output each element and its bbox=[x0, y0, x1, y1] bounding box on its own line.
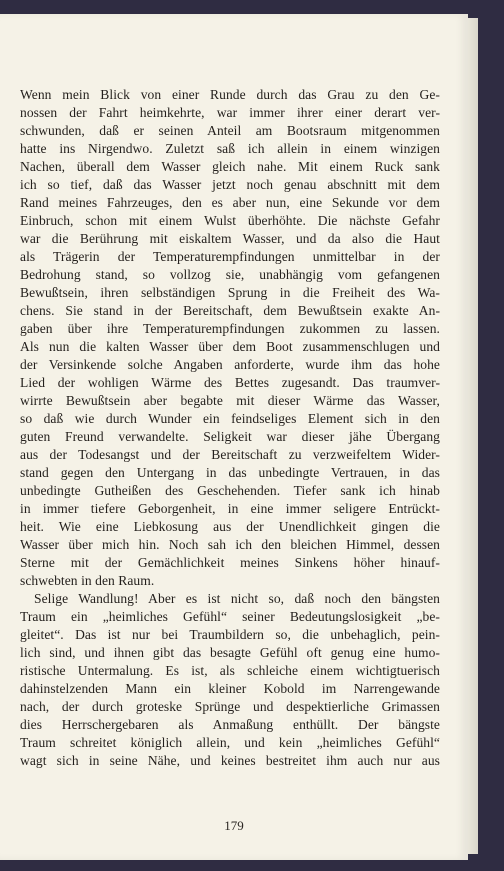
body-text bbox=[20, 86, 440, 770]
text-line: Selige Wandlung! Aber es ist nicht so, daß noch den bängsten bbox=[34, 591, 440, 606]
text-line: Nachen, überall dem Wasser gleich nahe. Mit einem Ruck sank bbox=[20, 159, 440, 174]
text-line: gaben über ihre Temperaturempfindungen zukommen zu lassen. bbox=[20, 321, 440, 336]
text-line: war die Berührung mit eiskaltem Wasser, und da also die Haut bbox=[20, 231, 440, 246]
text-line: schwebten in den Raum. bbox=[20, 573, 155, 588]
text-line: der Versinkende solche Angaben anforderte, wurde ihm das hohe bbox=[20, 357, 440, 372]
text-line: Rand meines Fahrzeuges, den es aber nun, eine Sekunde vor dem bbox=[20, 195, 440, 210]
text-line: dies Herrschergebaren als Anmaßung enthüllt. Der bängste bbox=[20, 717, 440, 732]
text-line: Bewußtsein, ihren selbständigen Sprung in die Freiheit des Wa- bbox=[20, 285, 440, 300]
text-line: Einbruch, schon mit einem Wulst überhöhte. Die nächste Gefahr bbox=[20, 213, 440, 228]
text-line: hatte ins Nirgendwo. Zuletzt saß ich allein in einem winzigen bbox=[20, 141, 440, 156]
page-edge bbox=[468, 18, 478, 854]
text-line: aus der Todesangst und der Bereitschaft zu verzweifeltem Wider- bbox=[20, 447, 440, 462]
text-line: Traum ein „heimliches Gefühl“ seiner Bedeutungslosigkeit „be- bbox=[20, 609, 440, 624]
text-line: Wenn mein Blick von einer Runde durch das Grau zu den Ge- bbox=[20, 87, 440, 102]
text-line: als Trägerin der Temperaturempfindungen unmittelbar in der bbox=[20, 249, 440, 264]
text-line: Bedrohung stand, so vollzog sie, unabhängig vom gefangenen bbox=[20, 267, 440, 282]
text-line: in immer tiefere Geborgenheit, in eine immer seligere Entrückt- bbox=[20, 501, 440, 516]
text-line: Lied der wohligen Wärme des Bettes zugesandt. Das traumver- bbox=[20, 375, 440, 390]
text-line: Sterne mit der Gemächlichkeit meines Sinkens höher hinauf- bbox=[20, 555, 440, 570]
text-line: dahinstelzenden Mann ein kleiner Kobold im Narrengewande bbox=[20, 681, 440, 696]
text-line: heit. Wie eine Liebkosung aus der Unendlichkeit gingen die bbox=[20, 519, 440, 534]
text-line: gleitet“. Das ist nur bei Traumbildern so, die unbehaglich, pein- bbox=[20, 627, 440, 642]
text-line: nossen der Fahrt heimkehrte, war immer ihrer einer derart ver- bbox=[20, 105, 440, 120]
text-line: stand gegen den Untergang in das unbedingte Vertrauen, in das bbox=[20, 465, 440, 480]
text-line: lich sind, und ihnen gibt das besagte Gefühl oft genug eine humo- bbox=[20, 645, 440, 660]
text-line: nach, der durch groteske Sprünge und despektierliche Grimassen bbox=[20, 699, 440, 714]
text-line: so daß wie durch Wunder ein feindseliges Element sich in den bbox=[20, 411, 440, 426]
text-line: wirrte Bewußtsein aber begabte mit dieser Wärme das Wasser, bbox=[20, 393, 440, 408]
page-number: 179 bbox=[224, 818, 244, 833]
text-line: Traum schreitet königlich allein, und kein „heimliches Gefühl“ bbox=[20, 735, 440, 750]
text-line: chens. Sie stand in der Bereitschaft, dem Bewußtsein exakte An- bbox=[20, 303, 440, 318]
text-line: Als nun die kalten Wasser über dem Boot zusammenschlugen und bbox=[20, 339, 440, 354]
text-line: unbedingte Gutheißen des Geschehenden. Tiefer sank ich hinab bbox=[20, 483, 440, 498]
book-page bbox=[0, 14, 468, 860]
text-line: ich so tief, daß das Wasser jetzt noch genau abschnitt mit dem bbox=[20, 177, 440, 192]
text-line: schwunden, daß er seinen Anteil am Bootsraum mitgenommen bbox=[20, 123, 440, 138]
text-line: Wasser über mich hin. Noch sah ich den bleichen Himmel, dessen bbox=[20, 537, 440, 552]
text-line: guten Freund verwandelte. Seligkeit war dieser jähe Übergang bbox=[20, 429, 440, 444]
text-line: ristische Untermalung. Es ist, als schleiche einem wichtigtuerisch bbox=[20, 663, 440, 678]
text-line: wagt sich in seine Nähe, und keines bestreitet ihm auch nur aus bbox=[20, 753, 440, 768]
